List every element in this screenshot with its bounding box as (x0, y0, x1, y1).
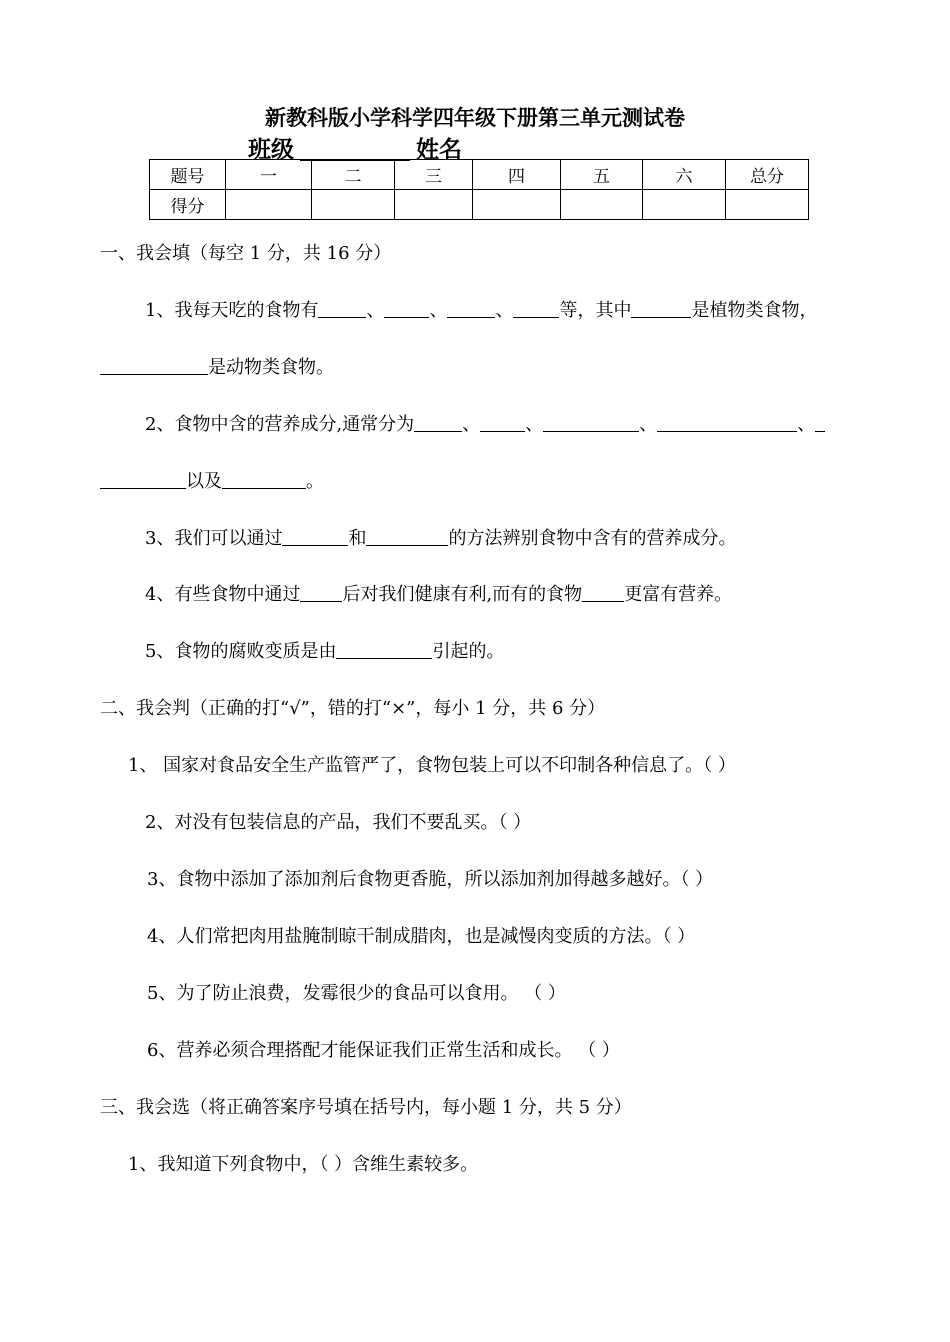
judge-question-4: 4、人们常把肉用盐腌制晾干制成腊肉，也是减慢肉变质的方法。（ ） (147, 926, 696, 947)
choice-question-1: 1、我知道下列食物中，（ ）含维生素较多。 (128, 1154, 479, 1175)
answer-blank[interactable] (414, 413, 462, 432)
column-3: 三 (395, 160, 473, 190)
fill-question-4: 4、有些食物中通过 后对我们健康有利,而有的食物 更富有营养。 (145, 584, 733, 605)
answer-blank[interactable] (366, 527, 448, 546)
section1-heading: 一、我会填（每空 1 分，共 16 分） (100, 243, 392, 264)
fill-question-2: 2、食物中含的营养成分,通常分为 、 、 、 、 (145, 412, 825, 438)
score-cell[interactable] (312, 190, 395, 220)
judge-question-6: 6、营养必须合理搭配才能保证我们正常生活和成长。 （ ） (147, 1040, 620, 1061)
answer-blank[interactable] (318, 299, 366, 318)
column-6: 六 (643, 160, 726, 190)
fill-question-3: 3、我们可以通过 和 的方法辨别食物中含有的营养成分。 (145, 528, 737, 549)
answer-blank[interactable] (300, 583, 342, 602)
judge-question-1: 1、 国家对食品安全生产监管严了，食物包装上可以不印制各种信息了。（ ） (128, 755, 736, 776)
fill-question-2-cont: 以及 。 (100, 469, 324, 495)
judge-question-2: 2、对没有包装信息的产品，我们不要乱买。（ ） (145, 812, 532, 833)
answer-blank[interactable] (480, 413, 525, 432)
answer-blank[interactable] (100, 356, 208, 375)
answer-blank[interactable] (100, 470, 186, 489)
score-cell[interactable] (395, 190, 473, 220)
judge-question-3: 3、食物中添加了添加剂后食物更香脆，所以添加剂加得越多越好。（ ） (147, 869, 714, 890)
answer-blank[interactable] (447, 299, 495, 318)
answer-blank[interactable] (513, 299, 559, 318)
score-table-header-row (150, 160, 809, 190)
row-header-score: 得分 (150, 190, 226, 220)
fill-question-1-cont: 是动物类食物。 (100, 355, 334, 381)
name-label: 姓名 (416, 136, 462, 163)
score-cell[interactable] (473, 190, 561, 220)
column-5: 五 (561, 160, 643, 190)
section3-heading: 三、我会选（将正确答案序号填在括号内，每小题 1 分，共 5 分） (100, 1097, 632, 1118)
answer-blank[interactable] (543, 413, 639, 432)
answer-blank[interactable] (582, 583, 624, 602)
class-blank[interactable] (300, 138, 410, 161)
score-cell[interactable] (726, 190, 809, 220)
answer-blank[interactable] (631, 299, 691, 318)
judge-question-5: 5、为了防止浪费，发霉很少的食品可以食用。 （ ） (147, 983, 566, 1004)
score-table (149, 159, 809, 220)
score-cell[interactable] (561, 190, 643, 220)
column-1: 一 (226, 160, 312, 190)
page-title: 新教科版小学科学四年级下册第三单元测试卷 (265, 105, 685, 130)
answer-blank[interactable] (282, 527, 348, 546)
score-cell[interactable] (226, 190, 312, 220)
column-4: 四 (473, 160, 561, 190)
answer-blank[interactable] (657, 413, 797, 432)
class-label: 班级 (248, 136, 294, 163)
answer-blank[interactable] (815, 413, 825, 432)
column-total: 总分 (726, 160, 809, 190)
answer-blank[interactable] (336, 640, 432, 659)
fill-question-1: 1、我每天吃的食物有 、 、 、 等，其中 是植物类食物， (145, 300, 818, 321)
score-cell[interactable] (643, 190, 726, 220)
score-table-score-row (150, 190, 809, 220)
section2-heading: 二、我会判（正确的打“√”，错的打“×”，每小 1 分，共 6 分） (100, 698, 606, 719)
column-2: 二 (312, 160, 395, 190)
row-header-number: 题号 (150, 160, 226, 190)
answer-blank[interactable] (222, 470, 306, 489)
fill-question-5: 5、食物的腐败变质是由 引起的。 (145, 641, 505, 662)
answer-blank[interactable] (384, 299, 429, 318)
